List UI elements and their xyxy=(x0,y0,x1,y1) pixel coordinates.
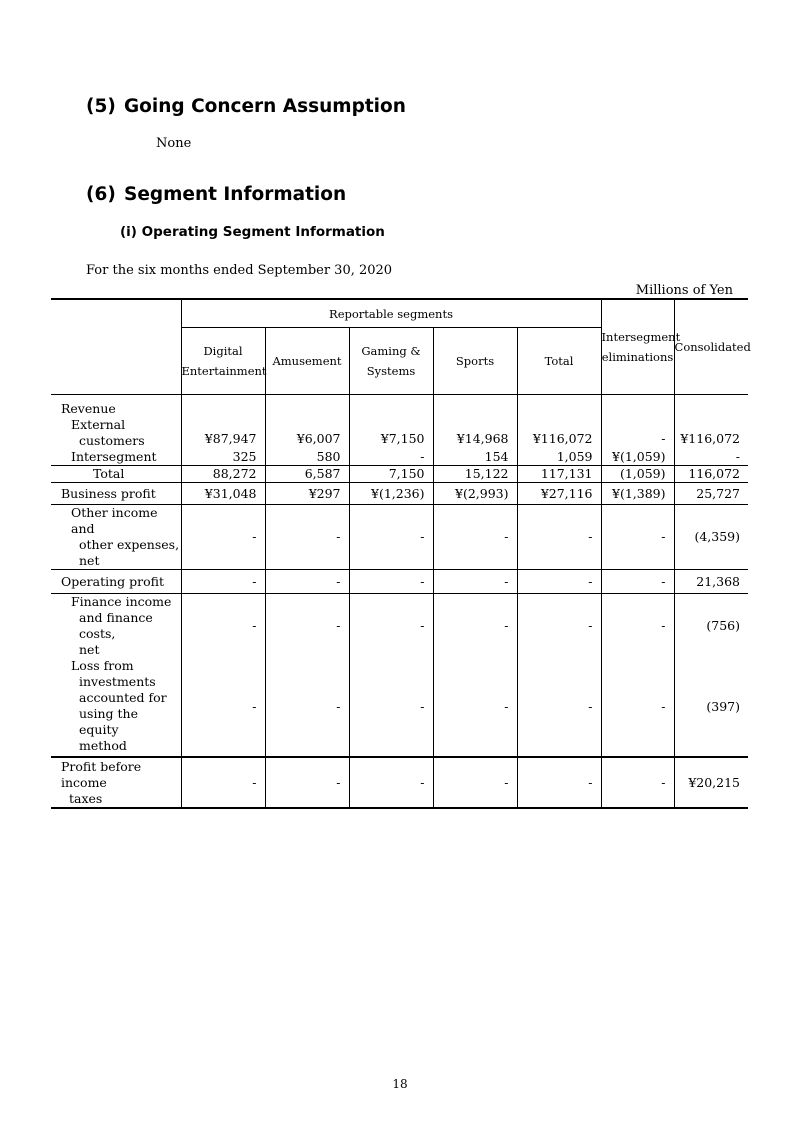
table-cell: - xyxy=(433,658,517,757)
table-cell: - xyxy=(433,757,517,808)
row-label xyxy=(51,757,181,808)
table-row-other-income xyxy=(51,505,748,570)
units-caption: Millions of Yen xyxy=(635,283,733,298)
table-cell: ¥31,048 xyxy=(181,483,265,505)
table-cell: 15,122 xyxy=(433,466,517,483)
table-cell xyxy=(433,395,517,418)
table-cell xyxy=(601,395,674,418)
table-cell: ¥(1,236) xyxy=(349,483,433,505)
section-title: Segment Information xyxy=(124,184,347,205)
table-row-total xyxy=(51,466,748,483)
going-concern-body: None xyxy=(156,136,192,151)
table-cell: ¥6,007 xyxy=(265,417,349,449)
table-cell: - xyxy=(349,658,433,757)
section-heading-going-concern xyxy=(86,96,406,117)
table-cell: ¥7,150 xyxy=(349,417,433,449)
row-label-line: Finance income xyxy=(71,594,172,609)
section-number: (5) xyxy=(86,96,116,117)
table-cell: 25,727 xyxy=(674,483,748,505)
row-label-line: External xyxy=(71,417,126,432)
table-row-operating-profit xyxy=(51,570,748,594)
table-cell: - xyxy=(181,505,265,570)
table-cell: (397) xyxy=(674,658,748,757)
header-line: Gaming & xyxy=(361,344,421,358)
section-heading-segment-info xyxy=(86,184,346,205)
header-line: Intersegment xyxy=(601,330,681,344)
header-amusement: Amusement xyxy=(265,328,349,395)
row-label xyxy=(51,417,181,449)
page-number: 18 xyxy=(392,1077,408,1091)
table-row-business-profit xyxy=(51,483,748,505)
row-label-line: taxes xyxy=(69,791,103,806)
table-cell: - xyxy=(265,505,349,570)
table-row-external-customers xyxy=(51,417,748,449)
table-cell: 6,587 xyxy=(265,466,349,483)
table-cell: - xyxy=(601,505,674,570)
table-cell: - xyxy=(601,417,674,449)
header-digital-entertainment xyxy=(181,328,265,395)
segment-table xyxy=(51,298,751,809)
table-cell: - xyxy=(674,449,748,466)
table-cell: (4,359) xyxy=(674,505,748,570)
row-label: Revenue xyxy=(51,395,181,418)
table-cell: (756) xyxy=(674,594,748,659)
table-cell: - xyxy=(181,594,265,659)
table-cell: 21,368 xyxy=(674,570,748,594)
header-intersegment-eliminations xyxy=(601,299,681,395)
table-cell: - xyxy=(433,570,517,594)
table-row-equity-method xyxy=(51,658,748,757)
table-cell: ¥(1,059) xyxy=(601,449,674,466)
table-cell: - xyxy=(601,757,674,808)
subsection-heading: (i) Operating Segment Information xyxy=(120,224,385,240)
header-line: Digital xyxy=(203,344,243,358)
header-line: eliminations xyxy=(601,350,674,364)
row-label xyxy=(51,658,181,757)
table-cell xyxy=(181,395,265,418)
table-cell xyxy=(674,395,748,418)
table-cell: ¥27,116 xyxy=(517,483,601,505)
table-cell: - xyxy=(349,757,433,808)
table-row-intersegment xyxy=(51,449,748,466)
table-cell: - xyxy=(517,594,601,659)
header-reportable-segments: Reportable segments xyxy=(181,299,601,328)
table-cell xyxy=(517,395,601,418)
header-row xyxy=(51,299,748,328)
table-cell: - xyxy=(349,570,433,594)
row-label-line: investments xyxy=(79,674,156,689)
period-caption: For the six months ended September 30, 2020 xyxy=(86,263,393,278)
table-cell: 116,072 xyxy=(674,466,748,483)
table-cell: - xyxy=(601,570,674,594)
table-cell: ¥87,947 xyxy=(181,417,265,449)
table-row-revenue xyxy=(51,395,748,418)
table-cell: 1,059 xyxy=(517,449,601,466)
table-cell: - xyxy=(349,449,433,466)
row-label-line: net xyxy=(79,553,100,568)
row-label: Total xyxy=(51,466,181,483)
table-cell: - xyxy=(181,757,265,808)
table-cell: 7,150 xyxy=(349,466,433,483)
row-label-line: Other income and xyxy=(71,505,158,536)
row-label xyxy=(51,449,181,466)
header-total: Total xyxy=(517,328,601,395)
row-label-line: other expenses, xyxy=(79,537,180,552)
table-cell: 117,131 xyxy=(517,466,601,483)
header-line: Entertainment xyxy=(181,364,267,378)
row-label xyxy=(51,594,181,659)
header-blank xyxy=(51,299,181,395)
row-label: Operating profit xyxy=(51,570,181,594)
table-cell: ¥(1,389) xyxy=(601,483,674,505)
table-cell xyxy=(349,395,433,418)
table-cell: - xyxy=(349,505,433,570)
table-cell: - xyxy=(265,570,349,594)
table-cell: 88,272 xyxy=(181,466,265,483)
table-cell: ¥297 xyxy=(265,483,349,505)
row-label: Business profit xyxy=(51,483,181,505)
table-cell: ¥14,968 xyxy=(433,417,517,449)
table-cell: - xyxy=(517,505,601,570)
header-consolidated: Consolidated xyxy=(674,299,748,395)
table-cell: 154 xyxy=(433,449,517,466)
table-cell: ¥(2,993) xyxy=(433,483,517,505)
row-label-line: customers xyxy=(79,433,145,448)
row-label-line: accounted for xyxy=(79,690,167,705)
table-cell: - xyxy=(349,594,433,659)
row-label xyxy=(51,505,181,570)
table-cell: - xyxy=(601,594,674,659)
table-cell: - xyxy=(433,594,517,659)
table-cell: ¥116,072 xyxy=(517,417,601,449)
table-cell: ¥20,215 xyxy=(674,757,748,808)
table-row-profit-before-taxes xyxy=(51,757,748,808)
table-cell: - xyxy=(517,757,601,808)
row-label-line: using the equity xyxy=(79,706,138,737)
table-cell: ¥116,072 xyxy=(674,417,748,449)
table-cell: 580 xyxy=(265,449,349,466)
row-label-line: Profit before income xyxy=(61,759,142,790)
table-row-finance xyxy=(51,594,748,659)
table-cell: - xyxy=(433,505,517,570)
table-cell: (1,059) xyxy=(601,466,674,483)
table-cell xyxy=(265,395,349,418)
table-cell: - xyxy=(601,658,674,757)
table-cell: 325 xyxy=(181,449,265,466)
row-label-line: Loss from xyxy=(71,658,134,673)
table-cell: - xyxy=(181,570,265,594)
header-line: Systems xyxy=(366,364,416,378)
row-label-line: net xyxy=(79,642,100,657)
table-cell: - xyxy=(265,594,349,659)
section-number: (6) xyxy=(86,184,116,205)
header-gaming-systems xyxy=(349,328,433,395)
table-cell: - xyxy=(181,658,265,757)
row-label-line: Intersegment xyxy=(71,449,157,464)
header-sports: Sports xyxy=(433,328,517,395)
table-cell: - xyxy=(517,570,601,594)
row-label-line: and finance costs, xyxy=(79,610,153,641)
table-cell: - xyxy=(265,658,349,757)
table-cell: - xyxy=(517,658,601,757)
table-cell: - xyxy=(265,757,349,808)
section-title: Going Concern Assumption xyxy=(124,96,406,117)
row-label-line: method xyxy=(79,738,127,753)
